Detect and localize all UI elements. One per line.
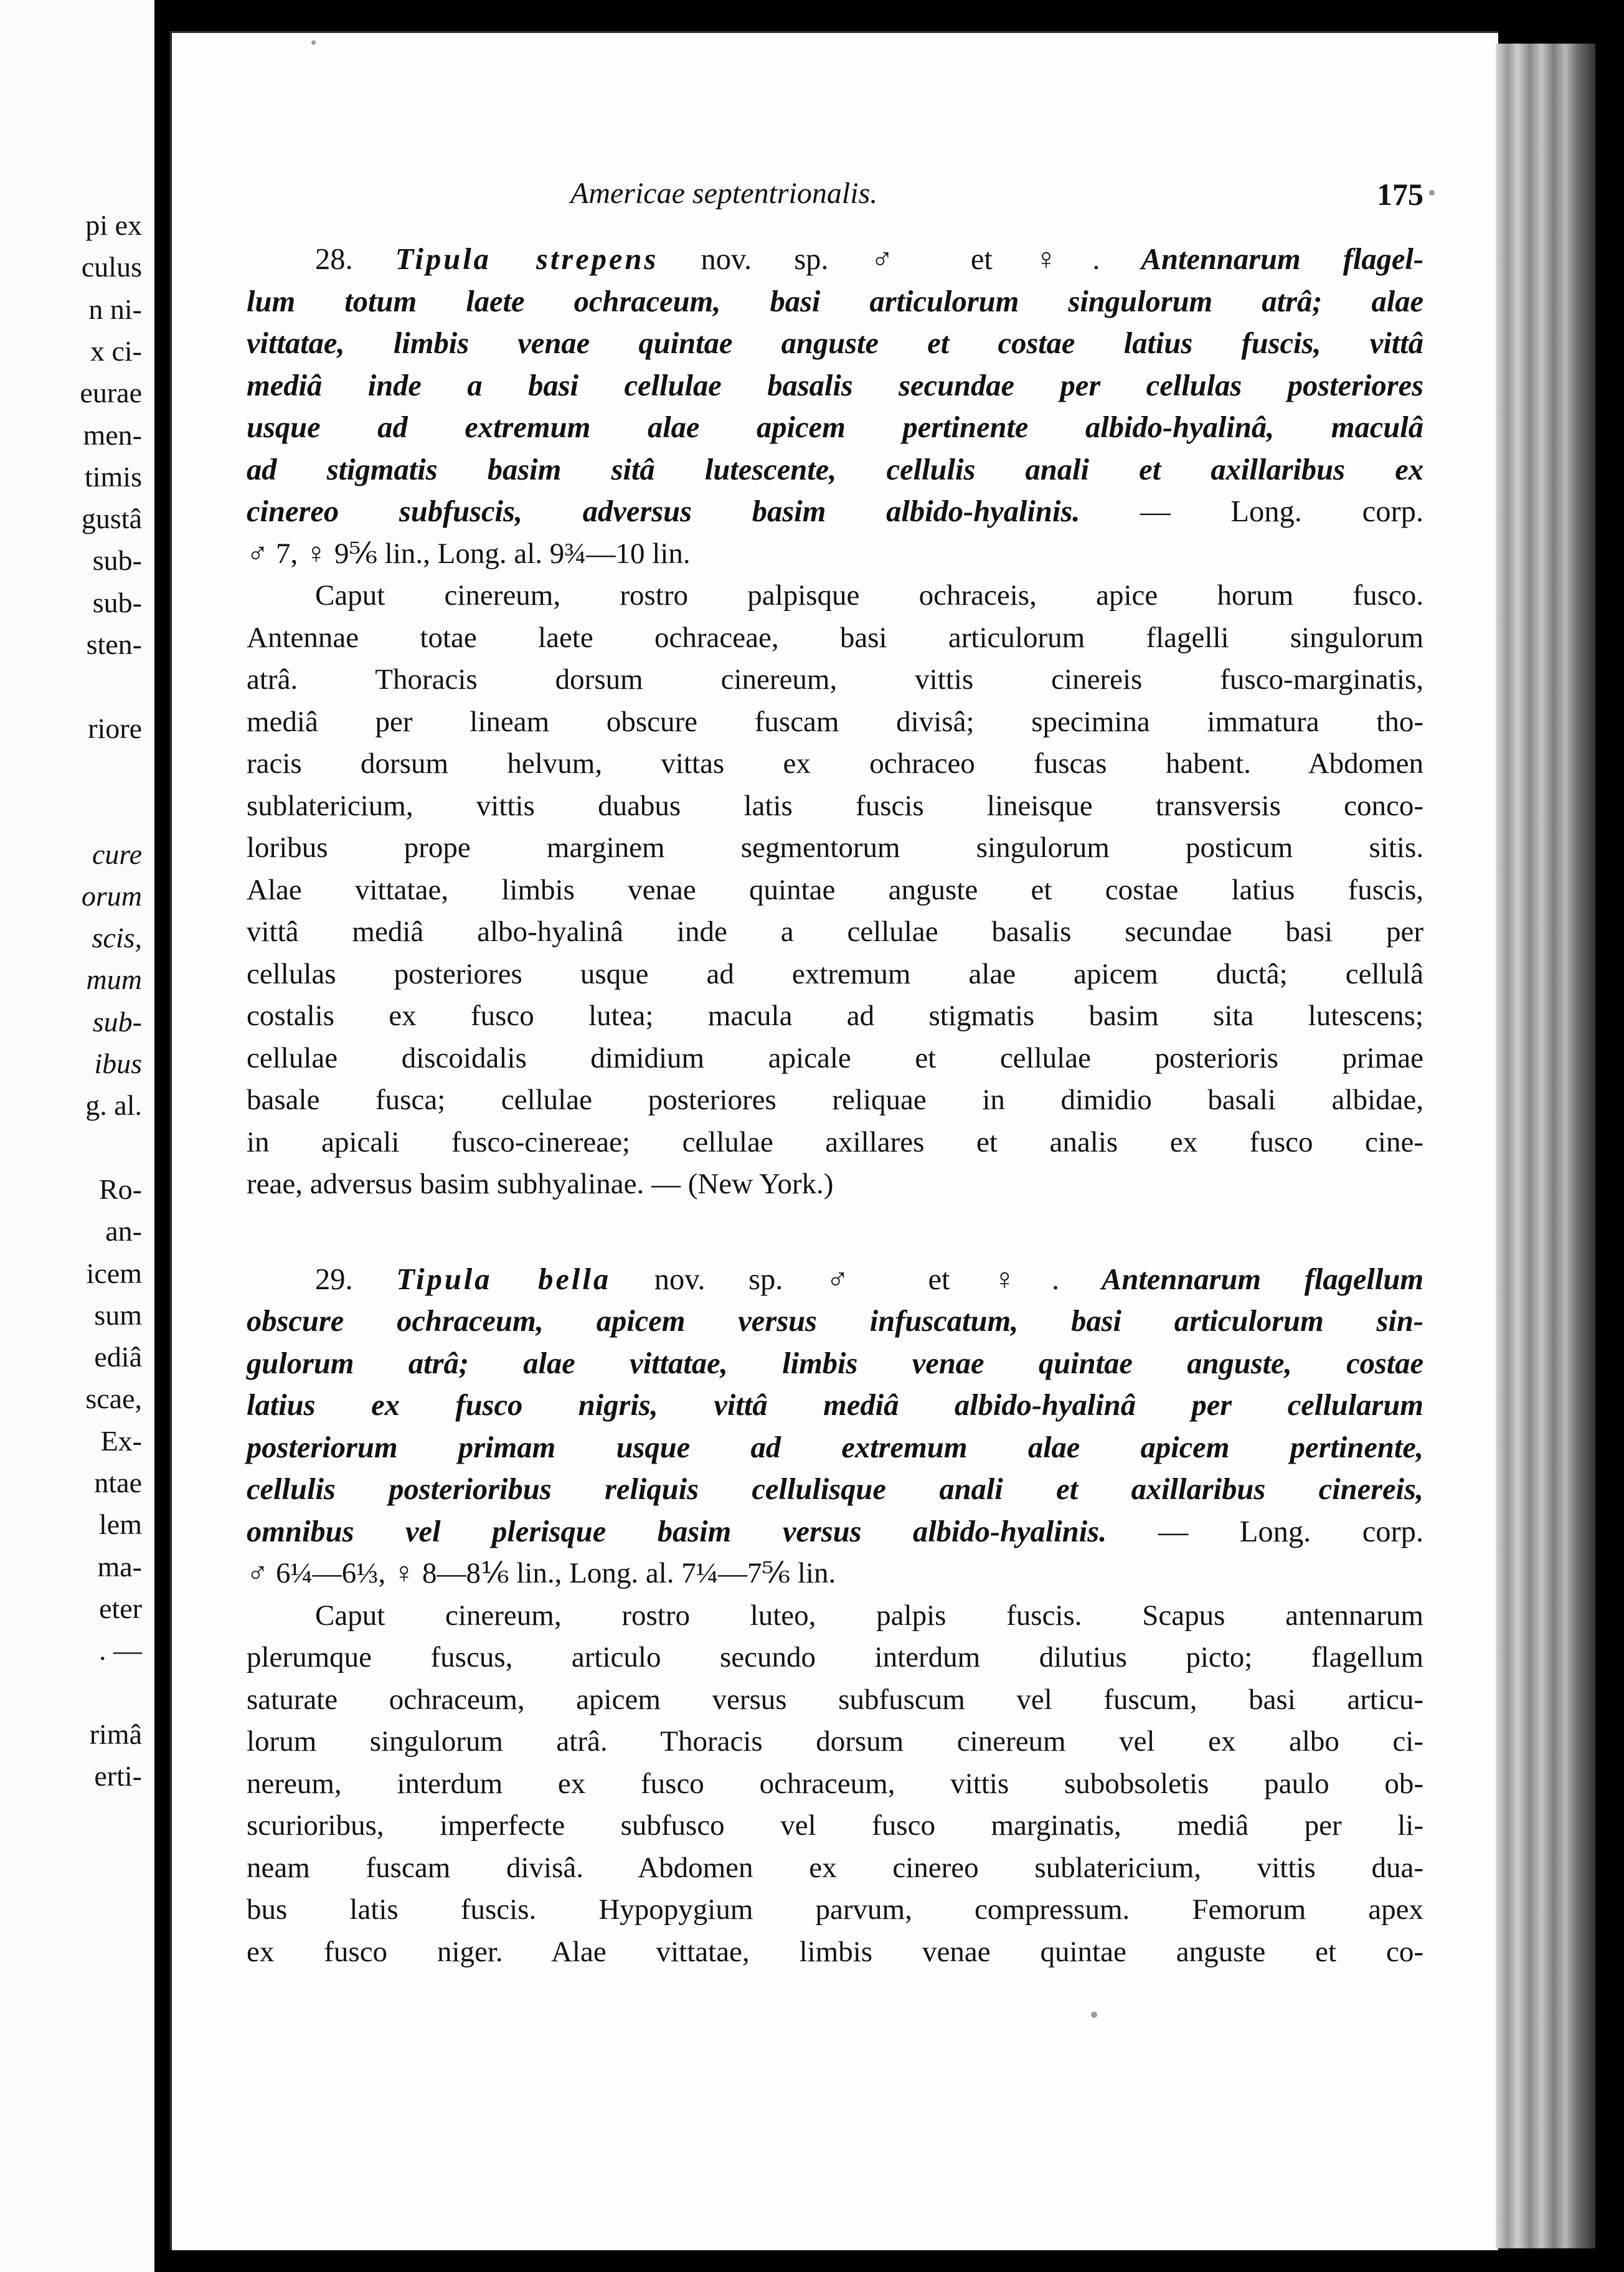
entry-heading [247, 239, 1423, 281]
diagnosis-line [247, 1511, 1423, 1553]
facing-page-text: . — [99, 1634, 142, 1667]
diagnosis-line: ad stigmatis basim sitâ lutescente, cellulis anali et axillaribus ex [247, 453, 1423, 486]
description-line: neam fuscam divisâ. Abdomen ex cinereo sublatericium, vittis dua- [247, 1851, 1423, 1884]
description-line: in apicali fusco-cinereae; cellulae axillares et analis ex fusco cine- [247, 1125, 1423, 1158]
facing-page-text: men- [83, 419, 142, 451]
facing-page-text: scis, [92, 922, 142, 954]
entry-heading [247, 1259, 1423, 1301]
diagnosis-text: omnibus vel plerisque basim versus albido-hyalinis. [247, 1515, 1107, 1548]
description-line: loribus prope marginem segmentorum singulorum posticum sitis. [247, 831, 1423, 864]
facing-page-text: ibus [94, 1048, 142, 1079]
book-page [169, 31, 1498, 2250]
description-line: saturate ochraceum, apicem versus subfuscum vel fuscum, basi articu- [247, 1683, 1423, 1716]
speck [1429, 190, 1435, 196]
facing-page-text: lem [99, 1508, 142, 1541]
entry-number: 29. [315, 1262, 353, 1296]
measurements: ♂ 6¼—6⅓, ♀ 8—8⅙ lin., Long. al. 7¼—7⅚ lin. [247, 1557, 836, 1589]
facing-page-text: gustâ [81, 503, 142, 535]
species-status: nov. sp. ♂ et ♀. [701, 243, 1100, 276]
facing-page-text: icem [86, 1257, 142, 1289]
description [247, 1595, 1423, 1974]
diagnosis-line: obscure ochraceum, apicem versus infuscatum, basi articulorum sin- [247, 1305, 1423, 1338]
facing-page-text: x ci- [90, 334, 142, 367]
facing-page-text: mum [86, 963, 142, 996]
facing-page-text: an- [105, 1215, 142, 1247]
description-line: plerumque fuscus, articulo secundo interdum dilutius picto; flagellum [247, 1641, 1423, 1673]
facing-page-text: Ro- [99, 1173, 142, 1205]
speck [1091, 2012, 1097, 2018]
diagnosis-line: lum totum laete ochraceum, basi articulorum singulorum atrâ; alae [247, 285, 1423, 318]
diagnosis-line: posteriorum primam usque ad extremum alae apicem pertinente, [247, 1431, 1423, 1464]
measurements: ♂ 7, ♀ 9⅚ lin., Long. al. 9¾—10 lin. [247, 537, 691, 570]
description-line: sublatericium, vittis duabus latis fuscis lineisque transversis conco- [247, 789, 1423, 822]
facing-page-text: rimâ [89, 1718, 142, 1750]
measurement-lead: — Long. corp. [1140, 495, 1423, 528]
description-line: cellulas posteriores usque ad extremum alae apicem ductâ; cellulâ [247, 957, 1423, 990]
facing-page-text: sum [94, 1299, 142, 1331]
diagnosis-line: mediâ inde a basi cellulae basalis secundae per cellulas posteriores [247, 369, 1423, 402]
diagnosis-line [247, 491, 1423, 533]
diagnosis-line: Antennarum flagel- [1141, 243, 1424, 276]
diagnosis-text: cinereo subfuscis, adversus basim albido-hyalinis. [247, 495, 1080, 528]
species-entry-28 [247, 239, 1423, 1206]
facing-page-text: ma- [97, 1550, 142, 1583]
description-line: mediâ per lineam obscure fuscam divisâ; specimina immatura tho- [247, 705, 1423, 738]
species-name: Tipula strepens [395, 243, 659, 276]
description-line: scurioribus, imperfecte subfusco vel fusco marginatis, mediâ per li- [247, 1809, 1423, 1842]
page-body [247, 239, 1423, 1973]
facing-page-text: pi ex [85, 209, 142, 241]
measurement-lead: — Long. corp. [1158, 1515, 1424, 1548]
species-name: Tipula bella [396, 1262, 611, 1296]
description-line: Caput cinereum, rostro palpisque ochraceis, apice horum fusco. [315, 579, 1423, 612]
facing-page-text: cure [92, 838, 142, 870]
description-line: lorum singulorum atrâ. Thoracis dorsum cinereum vel ex albo ci- [247, 1725, 1423, 1758]
facing-page-text: erti- [94, 1760, 142, 1792]
description-line: racis dorsum helvum, vittas ex ochraceo fuscas habent. Abdomen [247, 747, 1423, 780]
description-line: basale fusca; cellulae posteriores reliquae in dimidio basali albidae, [247, 1084, 1423, 1116]
facing-page-text: n ni- [88, 293, 142, 325]
entry-number: 28. [315, 243, 353, 276]
speck [311, 40, 316, 45]
description-line: Antennae totae laete ochraceae, basi articulorum flagelli singulorum [247, 621, 1423, 654]
facing-page-fragment [0, 0, 154, 2272]
facing-page-text: sub- [92, 1005, 142, 1038]
description-line: reae, adversus basim subhyalinae. — (New York.) [247, 1168, 834, 1200]
page-header [172, 176, 1423, 226]
facing-page-text: orum [81, 879, 142, 912]
species-entry-29 [247, 1259, 1423, 1974]
diagnosis-line: gulorum atrâ; alae vittatae, limbis venae quintae anguste, costae [247, 1347, 1423, 1380]
running-title: Americae septentrionalis. [570, 177, 878, 210]
description-line: vittâ mediâ albo-hyalinâ inde a cellulae basalis secundae basi per [247, 916, 1423, 948]
description [247, 575, 1423, 1206]
description-line: costalis ex fusco lutea; macula ad stigmatis basim sita lutescens; [247, 1000, 1423, 1032]
description-line: Alae vittatae, limbis venae quintae anguste et costae latius fuscis, [247, 873, 1423, 906]
diagnosis-line: vittatae, limbis venae quintae anguste et costae latius fuscis, vittâ [247, 327, 1423, 360]
diagnosis-line: Antennarum flagellum [1102, 1262, 1424, 1296]
description-line: Caput cinereum, rostro luteo, palpis fuscis. Scapus antennarum [315, 1599, 1423, 1632]
page-edges [1496, 44, 1595, 2248]
facing-page-text: sub- [92, 586, 142, 618]
facing-page-text: timis [84, 460, 142, 493]
diagnosis-line: usque ad extremum alae apicem pertinente albido-hyalinâ, maculâ [247, 411, 1423, 444]
facing-page-text: ntae [94, 1467, 142, 1498]
facing-page-text: Ex- [100, 1424, 142, 1457]
facing-page-text: g. al. [85, 1089, 142, 1122]
diagnosis-line: latius ex fusco nigris, vittâ mediâ albido-hyalinâ per cellularum [247, 1389, 1423, 1422]
description-line: nereum, interdum ex fusco ochraceum, vittis subobsoletis paulo ob- [247, 1767, 1423, 1800]
description-line: bus latis fuscis. Hypopygium parvum, compressum. Femorum apex [247, 1893, 1423, 1926]
facing-page-text: eter [99, 1592, 142, 1624]
description-line: ex fusco niger. Alae vittatae, limbis venae quintae anguste et co- [247, 1935, 1423, 1968]
facing-page-text: scae, [85, 1383, 142, 1415]
diagnosis-line: cellulis posterioribus reliquis cellulisque anali et axillaribus cinereis, [247, 1473, 1423, 1506]
description-line: atrâ. Thoracis dorsum cinereum, vittis cinereis fusco-marginatis, [247, 663, 1423, 696]
facing-page-text: ediâ [94, 1341, 142, 1373]
species-status: nov. sp. ♂ et ♀. [654, 1262, 1060, 1296]
description-line: cellulae discoidalis dimidium apicale et cellulae posterioris primae [247, 1041, 1423, 1074]
facing-page-text: eurae [80, 377, 142, 409]
facing-page-text: riore [88, 712, 142, 744]
facing-page-text: culus [81, 251, 142, 283]
facing-page-text: sub- [92, 544, 142, 577]
facing-page-text: sten- [86, 628, 142, 660]
page-number: 175 [1377, 177, 1423, 212]
